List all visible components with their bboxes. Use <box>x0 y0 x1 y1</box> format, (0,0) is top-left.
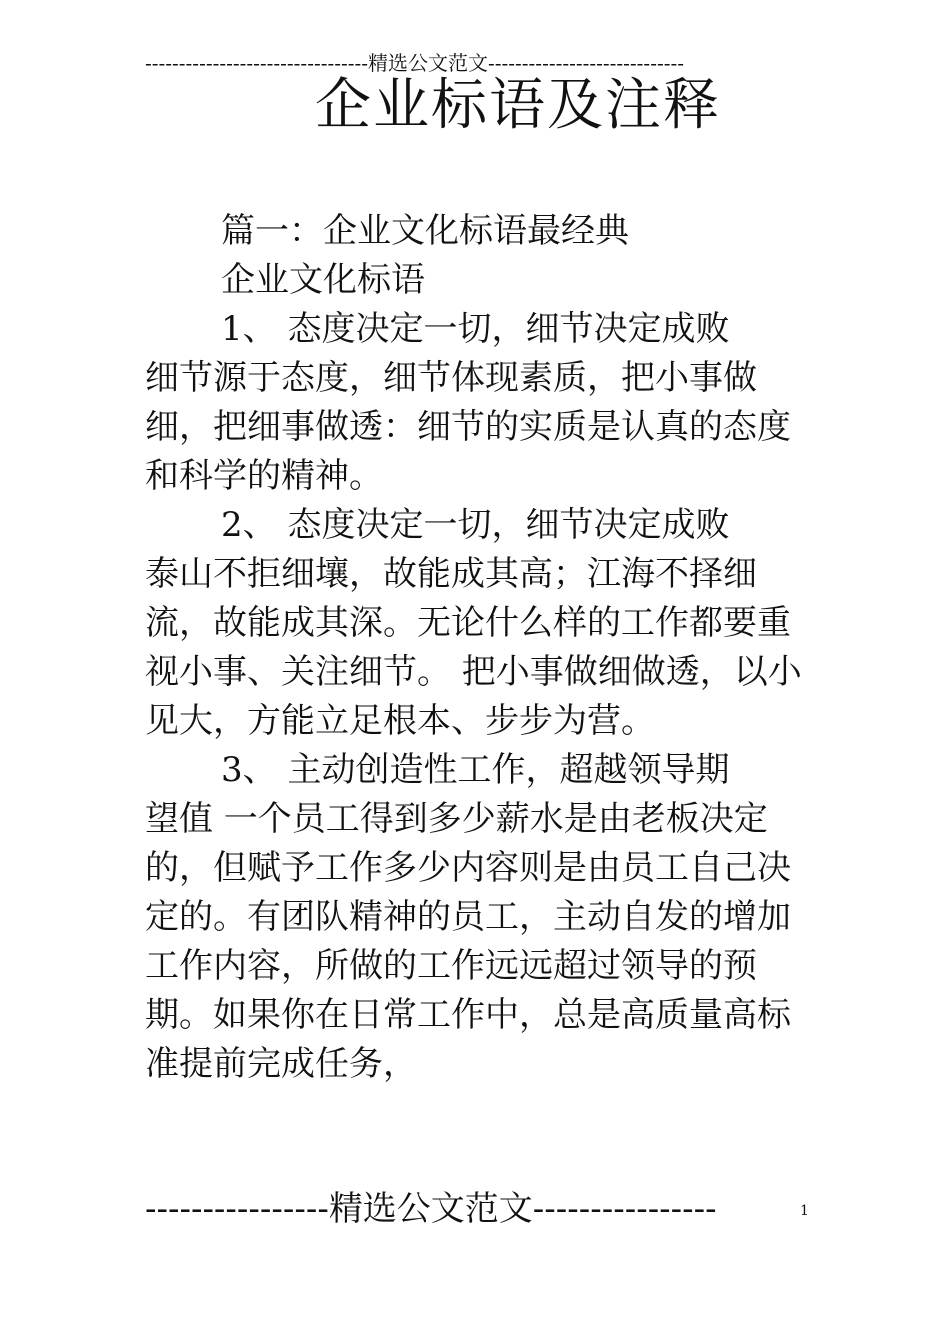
paragraph-3 <box>145 746 805 1089</box>
footer-rule: ----------------精选公文范文---------------- <box>145 1189 717 1229</box>
paragraph-2-body: 泰山不拒细壤，故能成其高；江海不择细流，故能成其深。无论什么样的工作都要重视小事、关注细节。 把小事做细做透，以小见大，方能立足根本、步步为营。 <box>145 554 802 741</box>
paragraph-1 <box>145 305 805 501</box>
paragraph-3-body: 望值 一个员工得到多少薪水是由老板决定的，但赋予工作多少内容则是由员工自己决定的。有团队精神的员工，主动自发的增加工作内容，所做的工作远远超过领导的预期。如果你在日常工作中，总是高质量高标准提前完成任务， <box>145 799 791 1084</box>
paragraph-1-lead: 1、 态度决定一切，细节决定成败 <box>221 309 730 349</box>
document-body <box>145 207 805 1089</box>
paragraph-1-body: 细节源于态度，细节体现素质，把小事做细，把细事做透：细节的实质是认真的态度和科学的精神。 <box>145 358 791 496</box>
paragraph-2 <box>145 501 805 746</box>
header-rule: ---------------------------------精选公文范文----------------------------- <box>145 52 684 74</box>
page-title: 企业标语及注释 <box>315 73 721 138</box>
page-number: 1 <box>800 1203 809 1219</box>
section-heading: 篇一：企业文化标语最经典 <box>221 211 629 251</box>
paragraph-2-lead: 2、 态度决定一切，细节决定成败 <box>221 505 730 545</box>
subsection-heading: 企业文化标语 <box>221 260 425 300</box>
paragraph-3-lead: 3、 主动创造性工作，超越领导期 <box>221 750 730 790</box>
